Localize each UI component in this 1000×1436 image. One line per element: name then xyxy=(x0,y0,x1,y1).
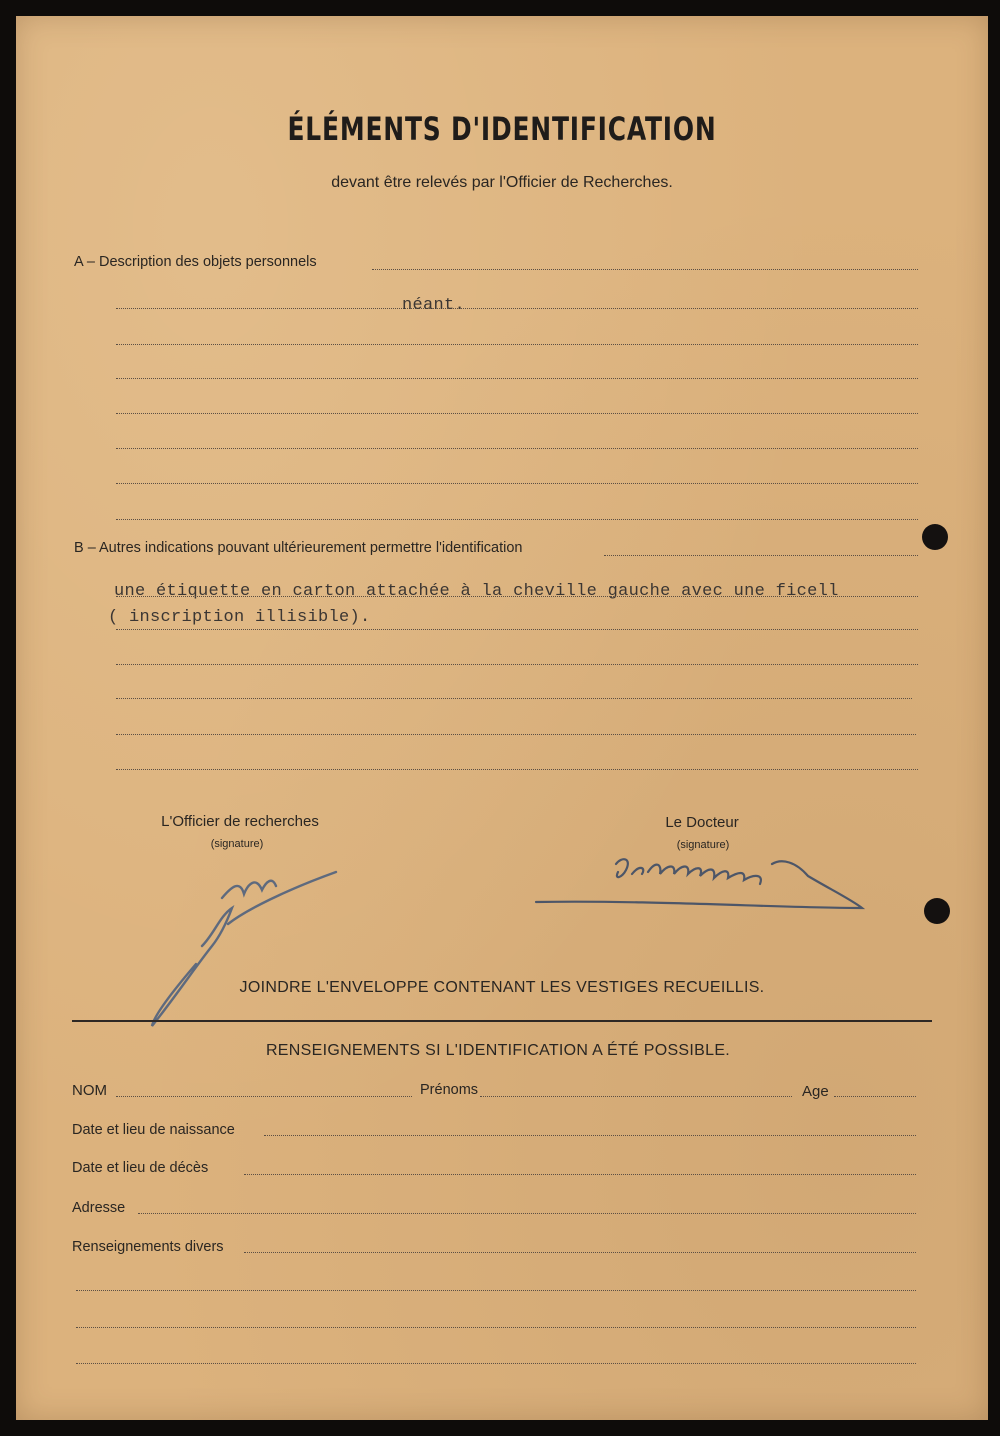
section-b-line-2[interactable] xyxy=(116,596,918,597)
officer-signature-caption: (signature) xyxy=(210,838,264,850)
form-page xyxy=(16,16,988,1420)
section-a-line-2[interactable] xyxy=(116,308,918,309)
punch-hole-top xyxy=(922,524,948,550)
naissance-field[interactable] xyxy=(264,1135,916,1136)
form-title: ÉLÉMENTS D'IDENTIFICATION xyxy=(287,110,717,148)
envelope-notice: JOINDRE L'ENVELOPPE CONTENANT LES VESTIGES RECUEILLIS. xyxy=(239,979,765,996)
section-a-line-8[interactable] xyxy=(116,519,918,520)
divers-field-2[interactable] xyxy=(76,1290,916,1291)
section-b-label: B – Autres indications pouvant ultérieurement permettre l'identification xyxy=(74,540,523,556)
doctor-signature-caption: (signature) xyxy=(676,839,730,851)
section-b-line-4[interactable] xyxy=(116,664,918,665)
form-subtitle: devant être relevés par l'Officier de Recherches. xyxy=(331,174,673,191)
section-b-line-6[interactable] xyxy=(116,734,916,735)
section-b-line-5[interactable] xyxy=(116,698,912,699)
divers-field-1[interactable] xyxy=(244,1252,916,1253)
age-label: Age xyxy=(802,1083,829,1100)
adresse-label: Adresse xyxy=(72,1200,126,1216)
section-b-line-7[interactable] xyxy=(116,769,918,770)
doctor-label: Le Docteur xyxy=(665,814,739,831)
age-field[interactable] xyxy=(834,1096,916,1097)
adresse-field[interactable] xyxy=(138,1213,916,1214)
section-a-typed-value: néant. xyxy=(402,296,466,315)
identification-heading: RENSEIGNEMENTS SI L'IDENTIFICATION A ÉTÉ POSSIBLE. xyxy=(265,1042,731,1059)
doctor-signature-mark xyxy=(532,850,892,930)
section-a-line-5[interactable] xyxy=(116,413,918,414)
divers-label: Renseignements divers xyxy=(72,1239,224,1255)
divers-field-3[interactable] xyxy=(76,1327,916,1328)
section-a-line-6[interactable] xyxy=(116,448,918,449)
section-a-line-7[interactable] xyxy=(116,483,918,484)
section-b-typed-line-1: une étiquette en carton attachée à la cheville gauche avec une ficell xyxy=(114,582,839,601)
naissance-label: Date et lieu de naissance xyxy=(72,1122,235,1138)
section-b-typed-line-2: ( inscription illisible). xyxy=(108,608,371,627)
section-a-line-1[interactable] xyxy=(372,269,918,270)
section-a-line-3[interactable] xyxy=(116,344,918,345)
officer-signature-mark xyxy=(136,846,356,1026)
nom-field[interactable] xyxy=(116,1096,412,1097)
prenoms-label: Prénoms xyxy=(420,1082,479,1098)
prenoms-field[interactable] xyxy=(480,1096,792,1097)
section-a-line-4[interactable] xyxy=(116,378,918,379)
section-b-line-3[interactable] xyxy=(116,629,918,630)
divers-field-4[interactable] xyxy=(76,1363,916,1364)
section-divider xyxy=(72,1020,932,1022)
deces-field[interactable] xyxy=(244,1174,916,1175)
deces-label: Date et lieu de décès xyxy=(72,1160,209,1176)
nom-label: NOM xyxy=(72,1082,107,1099)
officer-label: L'Officier de recherches xyxy=(161,813,319,830)
section-b-line-1[interactable] xyxy=(604,555,918,556)
punch-hole-bottom xyxy=(924,898,950,924)
section-a-label: A – Description des objets personnels xyxy=(74,254,317,270)
